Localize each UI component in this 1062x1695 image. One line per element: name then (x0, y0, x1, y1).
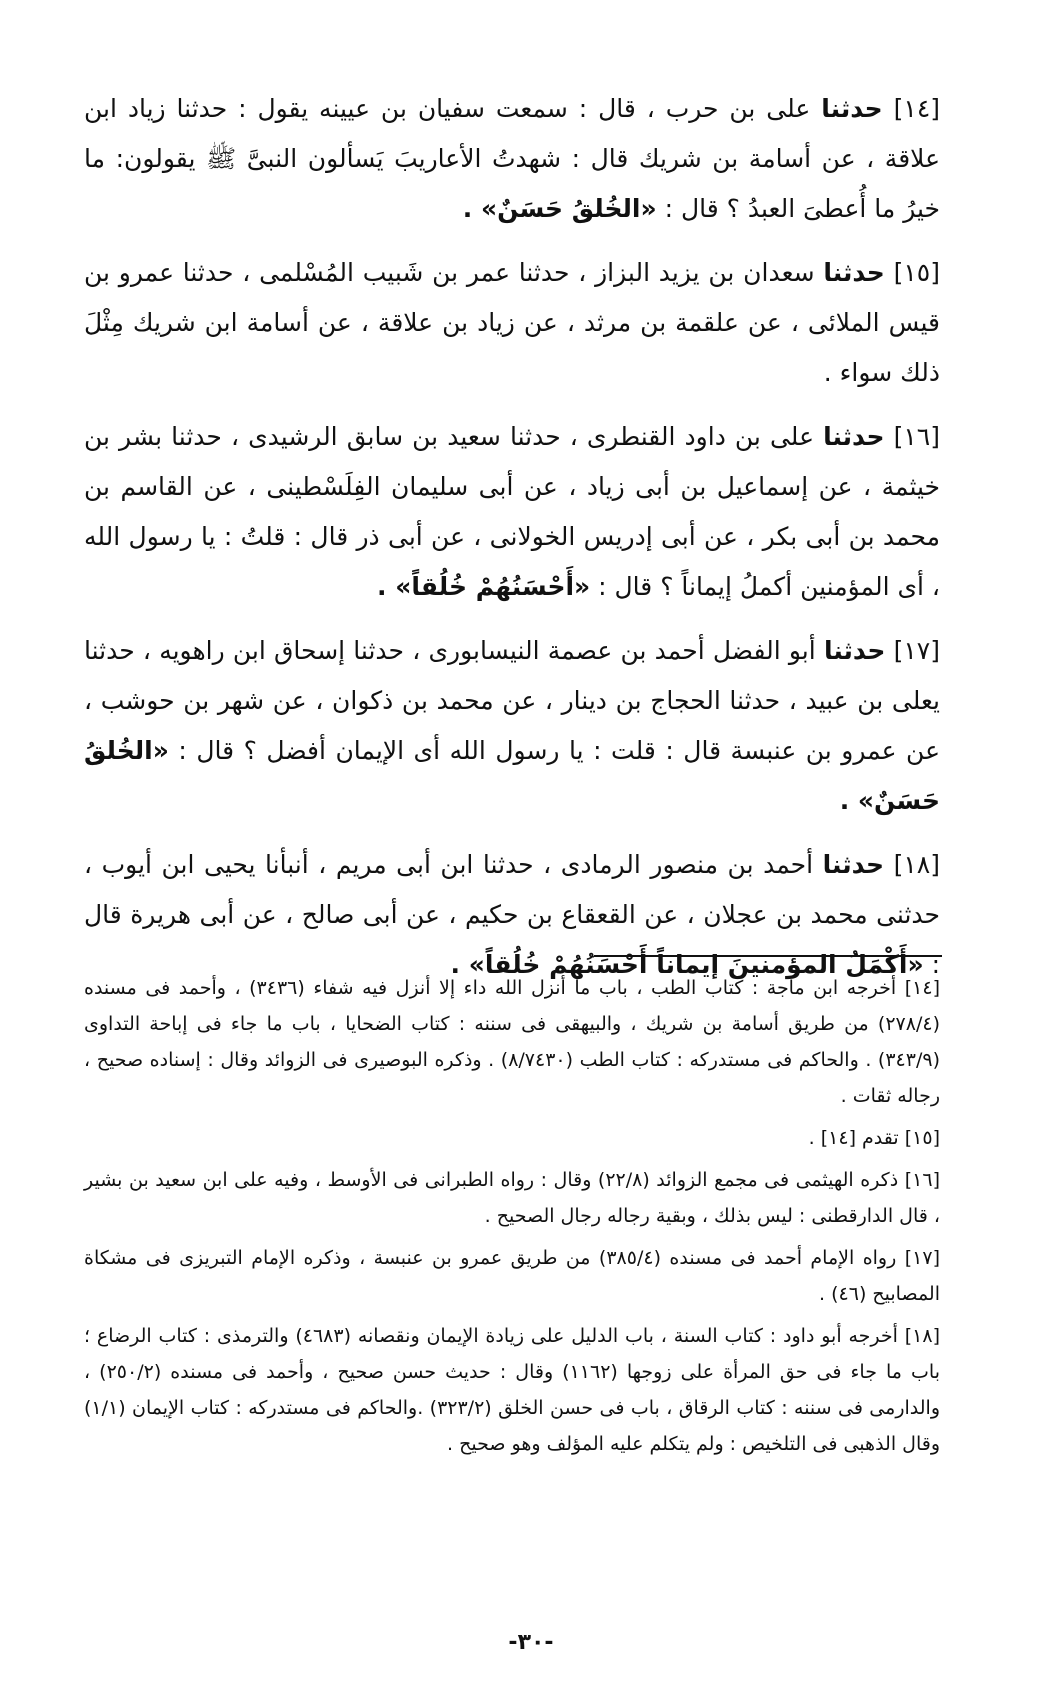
hadith-number: [١٨] (893, 850, 940, 879)
footnote-14 (84, 970, 940, 1114)
footnote-number: [١٤] (904, 977, 940, 999)
footnote-number: [١٦] (904, 1169, 940, 1191)
footnote-16 (84, 1162, 940, 1234)
hadith-chain-text: سعدان بن يزيد البزاز ، حدثنا عمر بن شَبيب المُسْلمى ، حدثنا عمرو بن قيس الملائى ، عن علقمة بن مرثد ، عن زياد بن علاقة ، عن أسامة ابن شريك مِثْلَ ذلك سواء . (84, 258, 940, 387)
hadith-17 (84, 626, 940, 826)
hadith-18 (84, 840, 940, 990)
hadith-15 (84, 248, 940, 398)
hadith-matn: «الخُلقُ حَسَنٌ» . (462, 194, 657, 223)
hadith-number: [١٧] (893, 636, 940, 665)
footnote-divider (594, 955, 942, 957)
hadith-body (84, 84, 940, 1004)
hadith-matn: «الخُلقُ حَسَنٌ» . (84, 736, 940, 815)
footnote-text: رواه الإمام أحمد فى مسنده (٣٨٥/٤) من طريق عمرو بن عنبسة ، وذكره الإمام التبريزى فى مشكاة المصابيح (٤٦) . (84, 1247, 940, 1305)
footnote-text: ذكره الهيثمى فى مجمع الزوائد (٢٢/٨) وقال : رواه الطبرانى فى الأوسط ، وفيه على ابن سعيد بن بشير ، قال الدارقطنى : ليس بذلك ، وبقية رجاله رجال الصحيح . (84, 1169, 940, 1227)
footnote-number: [١٧] (904, 1247, 940, 1269)
footnote-18 (84, 1318, 940, 1462)
hadith-number: [١٤] (893, 94, 941, 123)
hadith-matn: «أَحْسَنُهُمْ خُلُقاً» . (377, 572, 591, 601)
footnote-number: [١٥] (904, 1127, 940, 1149)
hadith-chain-text: على بن داود القنطرى ، حدثنا سعيد بن سابق الرشيدى ، حدثنا بشر بن خيثمة ، عن إسماعيل بن أبى زياد ، عن أبى سليمان الفِلَسْطينى ، عن القاسم بن محمد بن أبى بكر ، عن أبى إدريس الخولانى ، عن أبى ذر قال : قلتُ : يا رسول الله ، أى المؤمنين أكملُ إيماناً ؟ قال : (84, 422, 940, 601)
footnote-15 (84, 1120, 940, 1156)
page-number: -٣٠- (508, 1630, 554, 1655)
footnote-number: [١٨] (904, 1325, 940, 1347)
hadith-opening: حدثنا (823, 258, 885, 287)
footnotes (84, 970, 940, 1468)
footnote-17 (84, 1240, 940, 1312)
hadith-16 (84, 412, 940, 612)
footnote-text: أخرجه ابن ماجة : كتاب الطب ، باب ما أنزل الله داء إلا أنزل فيه شفاء (٣٤٣٦) ، وأحمد فى مسنده (٢٧٨/٤) من طريق أسامة بن شريك ، والبيهقى فى سننه : كتاب الضحايا ، باب ما جاء فى إباحة التداوى (٣٤٣/٩) . والحاكم فى مستدركه : كتاب الطب (٨/٧٤٣٠) . وذكره البوصيرى فى الزوائد وقال : إسناده صحيح ، رجاله ثقات . (84, 977, 940, 1107)
hadith-number: [١٦] (893, 422, 940, 451)
hadith-matn: «أَكْمَلُ المؤمنينَ إيماناً أَحْسَنُهُمْ خُلُقاً» . (450, 950, 924, 979)
hadith-chain-text: على بن حرب ، قال : سمعت سفيان بن عيينه يقول : حدثنا زياد ابن علاقة ، عن أسامة بن شريك قال : شهدتُ الأعاريبَ يَسألون النبىَّ ﷺ يقولون: ما خيرُ ما أُعطىَ العبدُ ؟ قال : (84, 94, 940, 223)
hadith-chain-text: أحمد بن منصور الرمادى ، حدثنا ابن أبى مريم ، أنبأنا يحيى ابن أيوب ، حدثنى محمد بن عجلان ، عن القعقاع بن حكيم ، عن أبى صالح ، عن أبى هريرة قال : (84, 850, 940, 979)
hadith-opening: حدثنا (822, 850, 885, 879)
hadith-14 (84, 84, 940, 234)
footnote-text: أخرجه أبو داود : كتاب السنة ، باب الدليل على زيادة الإيمان ونقصانه (٤٦٨٣) والترمذى : كتاب الرضاع ؛ باب ما جاء فى حق المرأة على زوجها (١١٦٢) وقال : حديث حسن صحيح ، وأحمد فى مسنده (٢٥٠/٢) ، والدارمى فى سننه : كتاب الرقاق ، باب فى حسن الخلق (٣٢٣/٢) .والحاكم فى مستدركه : كتاب الإيمان (١/١) وقال الذهبى فى التلخيص : ولم يتكلم عليه المؤلف وهو صحيح . (84, 1325, 940, 1455)
hadith-number: [١٥] (893, 258, 940, 287)
hadith-opening: حدثنا (823, 636, 886, 665)
hadith-opening: حدثنا (823, 422, 885, 451)
hadith-opening: حدثنا (821, 94, 883, 123)
hadith-chain-text: أبو الفضل أحمد بن عصمة النيسابورى ، حدثنا إسحاق ابن راهويه ، حدثنا يعلى بن عبيد ، حدثنا الحجاج بن دينار ، عن محمد بن ذكوان ، عن شهر بن حوشب ، عن عمرو بن عنبسة قال : قلت : يا رسول الله أى الإيمان أفضل ؟ قال : (84, 636, 940, 765)
footnote-text: تقدم [١٤] . (808, 1127, 899, 1149)
